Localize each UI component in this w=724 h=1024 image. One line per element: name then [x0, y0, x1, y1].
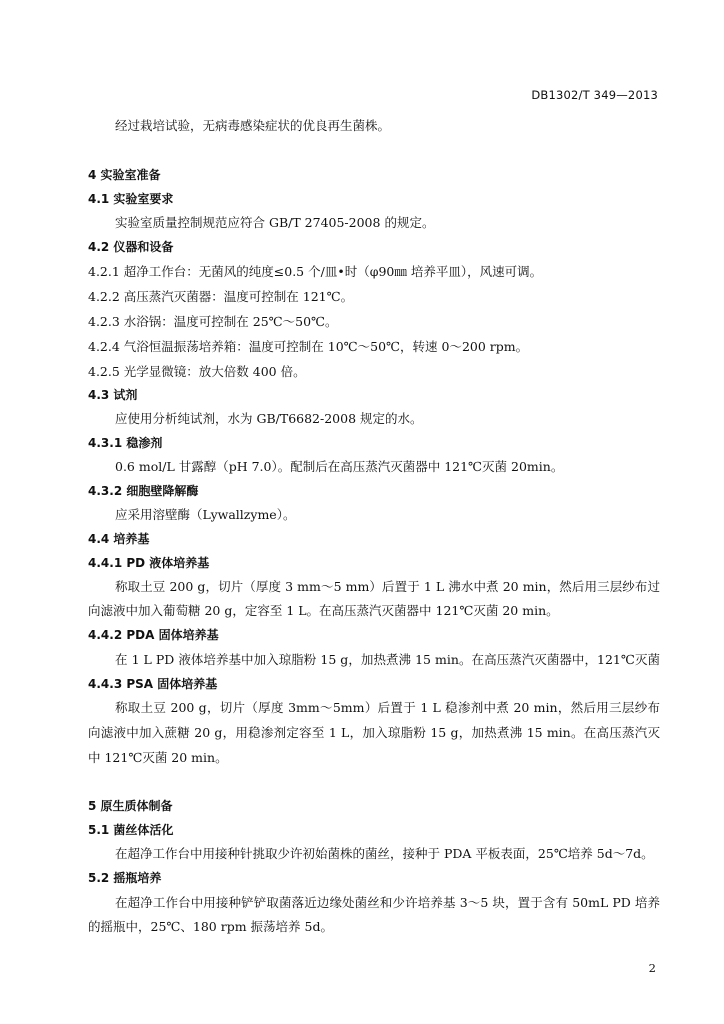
standard-code: DB1302/T 349—2013	[531, 88, 658, 102]
section-5-2-line-2: 的摇瓶中，25℃、180 rpm 振荡培养 5d。	[88, 919, 333, 934]
section-4-3-2-title: 4.3.2 细胞壁降解酶	[88, 484, 199, 498]
item-4-2-3: 4.2.3 水浴锅：温度可控制在 25℃～50℃。	[88, 314, 338, 329]
section-4-1-text: 实验室质量控制规范应符合 GB/T 27405-2008 的规定。	[115, 215, 435, 230]
section-4-3-1-title: 4.3.1 稳渗剂	[88, 436, 163, 450]
section-4-4-3-line-3: 中 121℃灭菌 20 min。	[88, 750, 228, 765]
section-5-1-text: 在超净工作台中用接种针挑取少许初始菌株的菌丝，接种于 PDA 平板表面，25℃培养 5d～7d。	[115, 846, 654, 861]
section-4-4-1-title: 4.4.1 PD 液体培养基	[88, 556, 210, 570]
item-4-2-5: 4.2.5 光学显微镜：放大倍数 400 倍。	[88, 364, 306, 379]
section-4-4-3-title: 4.4.3 PSA 固体培养基	[88, 677, 218, 691]
section-5-2-title: 5.2 摇瓶培养	[88, 871, 162, 885]
item-4-2-4: 4.2.4 气浴恒温振荡培养箱：温度可控制在 10℃～50℃，转速 0～200 rpm。	[88, 339, 529, 354]
section-5-1-title: 5.1 菌丝体活化	[88, 823, 174, 837]
section-4-3-title: 4.3 试剂	[88, 388, 138, 402]
section-4-title: 4 实验室准备	[88, 168, 161, 182]
section-4-3-2-text: 应采用溶壁酶（Lywallzyme）。	[115, 507, 296, 522]
intro-line: 经过栽培试验，无病毒感染症状的优良再生菌株。	[115, 118, 391, 133]
section-4-4-3-line-1: 称取土豆 200 g，切片（厚度 3mm～5mm）后置于 1 L 稳渗剂中煮 20 min，然后用三层纱布	[115, 700, 660, 715]
section-4-4-title: 4.4 培养基	[88, 532, 150, 546]
section-4-4-1-line-1: 称取土豆 200 g，切片（厚度 3 mm～5 mm）后置于 1 L 沸水中煮 20 min，然后用三层纱布过	[115, 579, 660, 594]
item-4-2-1: 4.2.1 超净工作台：无菌风的纯度≤0.5 个/皿•时（φ90㎜ 培养平皿），风速可调。	[88, 264, 543, 279]
section-4-3-text: 应使用分析纯试剂，水为 GB/T6682-2008 规定的水。	[115, 411, 423, 426]
section-5-2-line-1: 在超净工作台中用接种铲铲取菌落近边缘处菌丝和少许培养基 3～5 块，置于含有 50mL PD 培养	[115, 895, 660, 910]
page-number: 2	[648, 961, 656, 975]
section-5-title: 5 原生质体制备	[88, 799, 173, 813]
section-4-4-2-text: 在 1 L PD 液体培养基中加入琼脂粉 15 g，加热煮沸 15 min。在高压蒸汽灭菌器中，121℃灭菌	[115, 652, 660, 667]
item-4-2-2: 4.2.2 高压蒸汽灭菌器：温度可控制在 121℃。	[88, 289, 354, 304]
section-4-3-1-text: 0.6 mol/L 甘露醇（pH 7.0）。配制后在高压蒸汽灭菌器中 121℃灭菌 20min。	[115, 459, 564, 474]
section-4-1-title: 4.1 实验室要求	[88, 192, 174, 206]
section-4-4-3-line-2: 向滤液中加入蔗糖 20 g，用稳渗剂定容至 1 L，加入琼脂粉 15 g，加热煮沸 15 min。在高压蒸汽灭	[88, 725, 660, 740]
section-4-4-2-title: 4.4.2 PDA 固体培养基	[88, 628, 219, 642]
section-4-2-title: 4.2 仪器和设备	[88, 240, 174, 254]
section-4-4-1-line-2: 向滤液中加入葡萄糖 20 g，定容至 1 L。在高压蒸汽灭菌器中 121℃灭菌 20 min。	[88, 603, 559, 618]
